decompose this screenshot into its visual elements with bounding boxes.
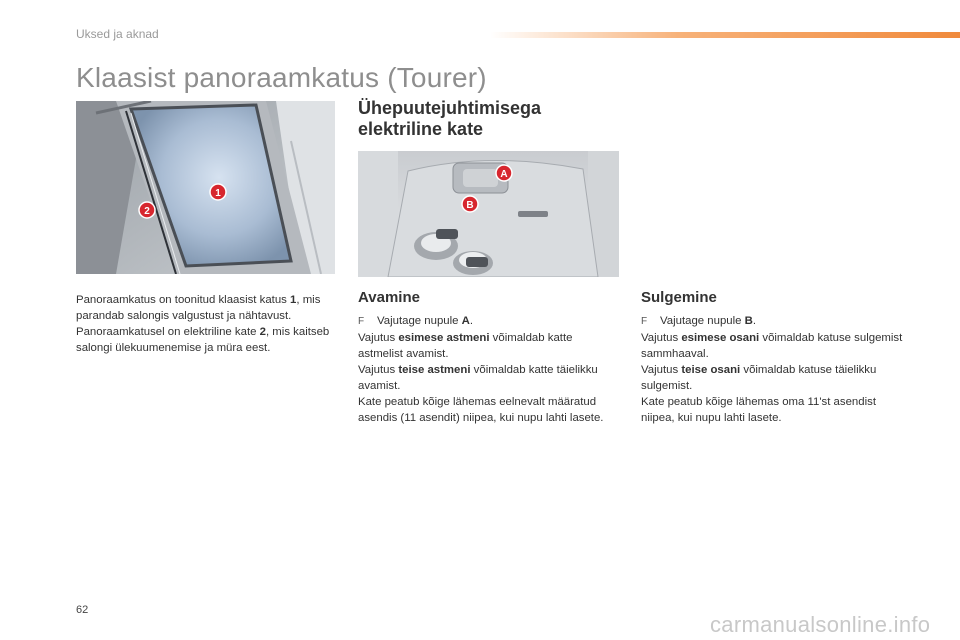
section-title: Ühepuutejuhtimisega elektriline kate <box>358 98 542 139</box>
bullet-icon: F <box>358 316 365 327</box>
bullet-icon: F <box>641 316 648 327</box>
callout-b <box>462 196 478 212</box>
callout-2 <box>139 202 155 218</box>
avamine-title: Avamine <box>358 289 420 306</box>
watermark: carmanualsonline.info <box>710 612 931 637</box>
roof-console-figure <box>358 151 619 277</box>
callout-1 <box>210 184 226 200</box>
avamine-column: F Vajutage nupule A. Vajutus esimese astmeni võimaldab katte astmelist avamist. Vajutus teise astmeni võimaldab katte täielikku avamist. Kate peatub kõige lähemas eelnevalt määratud asendis (11 asendit) niipea, kui nupu lahti lasete. <box>358 313 620 426</box>
header-accent-bar <box>490 32 960 38</box>
intro-paragraph: Panoraamkatus on toonitud klaasist katus 1, mis parandab salongis valgustust ja nähtavust. Panoraamkatusel on elektriline kate 2, mis kaitseb salongi ülekuumenemise ja müra eest. <box>76 294 330 354</box>
page-number: 62 <box>76 604 89 616</box>
svg-text:A: A <box>500 169 508 180</box>
callout-a <box>496 165 512 181</box>
svg-text:B: B <box>466 200 474 211</box>
sulgemine-title: Sulgemine <box>641 289 717 306</box>
svg-text:2: 2 <box>144 206 150 217</box>
page-title: Klaasist panoraamkatus (Tourer) <box>76 62 487 93</box>
svg-text:1: 1 <box>215 188 221 199</box>
avamine-step: F Vajutage nupule A. <box>358 313 620 330</box>
panoramic-roof-figure <box>76 101 335 274</box>
header-section: Uksed ja aknad <box>76 27 159 41</box>
sulgemine-column: F Vajutage nupule B. Vajutus esimese osani võimaldab katuse sulgemist sammhaaval. Vajutus teise osani võimaldab katuse täielikku sulgemist. Kate peatub kõige lähemas oma 11'st asendist niipea, kui nupu lahti lasete. <box>641 315 903 424</box>
sulgemine-step: F Vajutage nupule B. <box>641 313 903 330</box>
